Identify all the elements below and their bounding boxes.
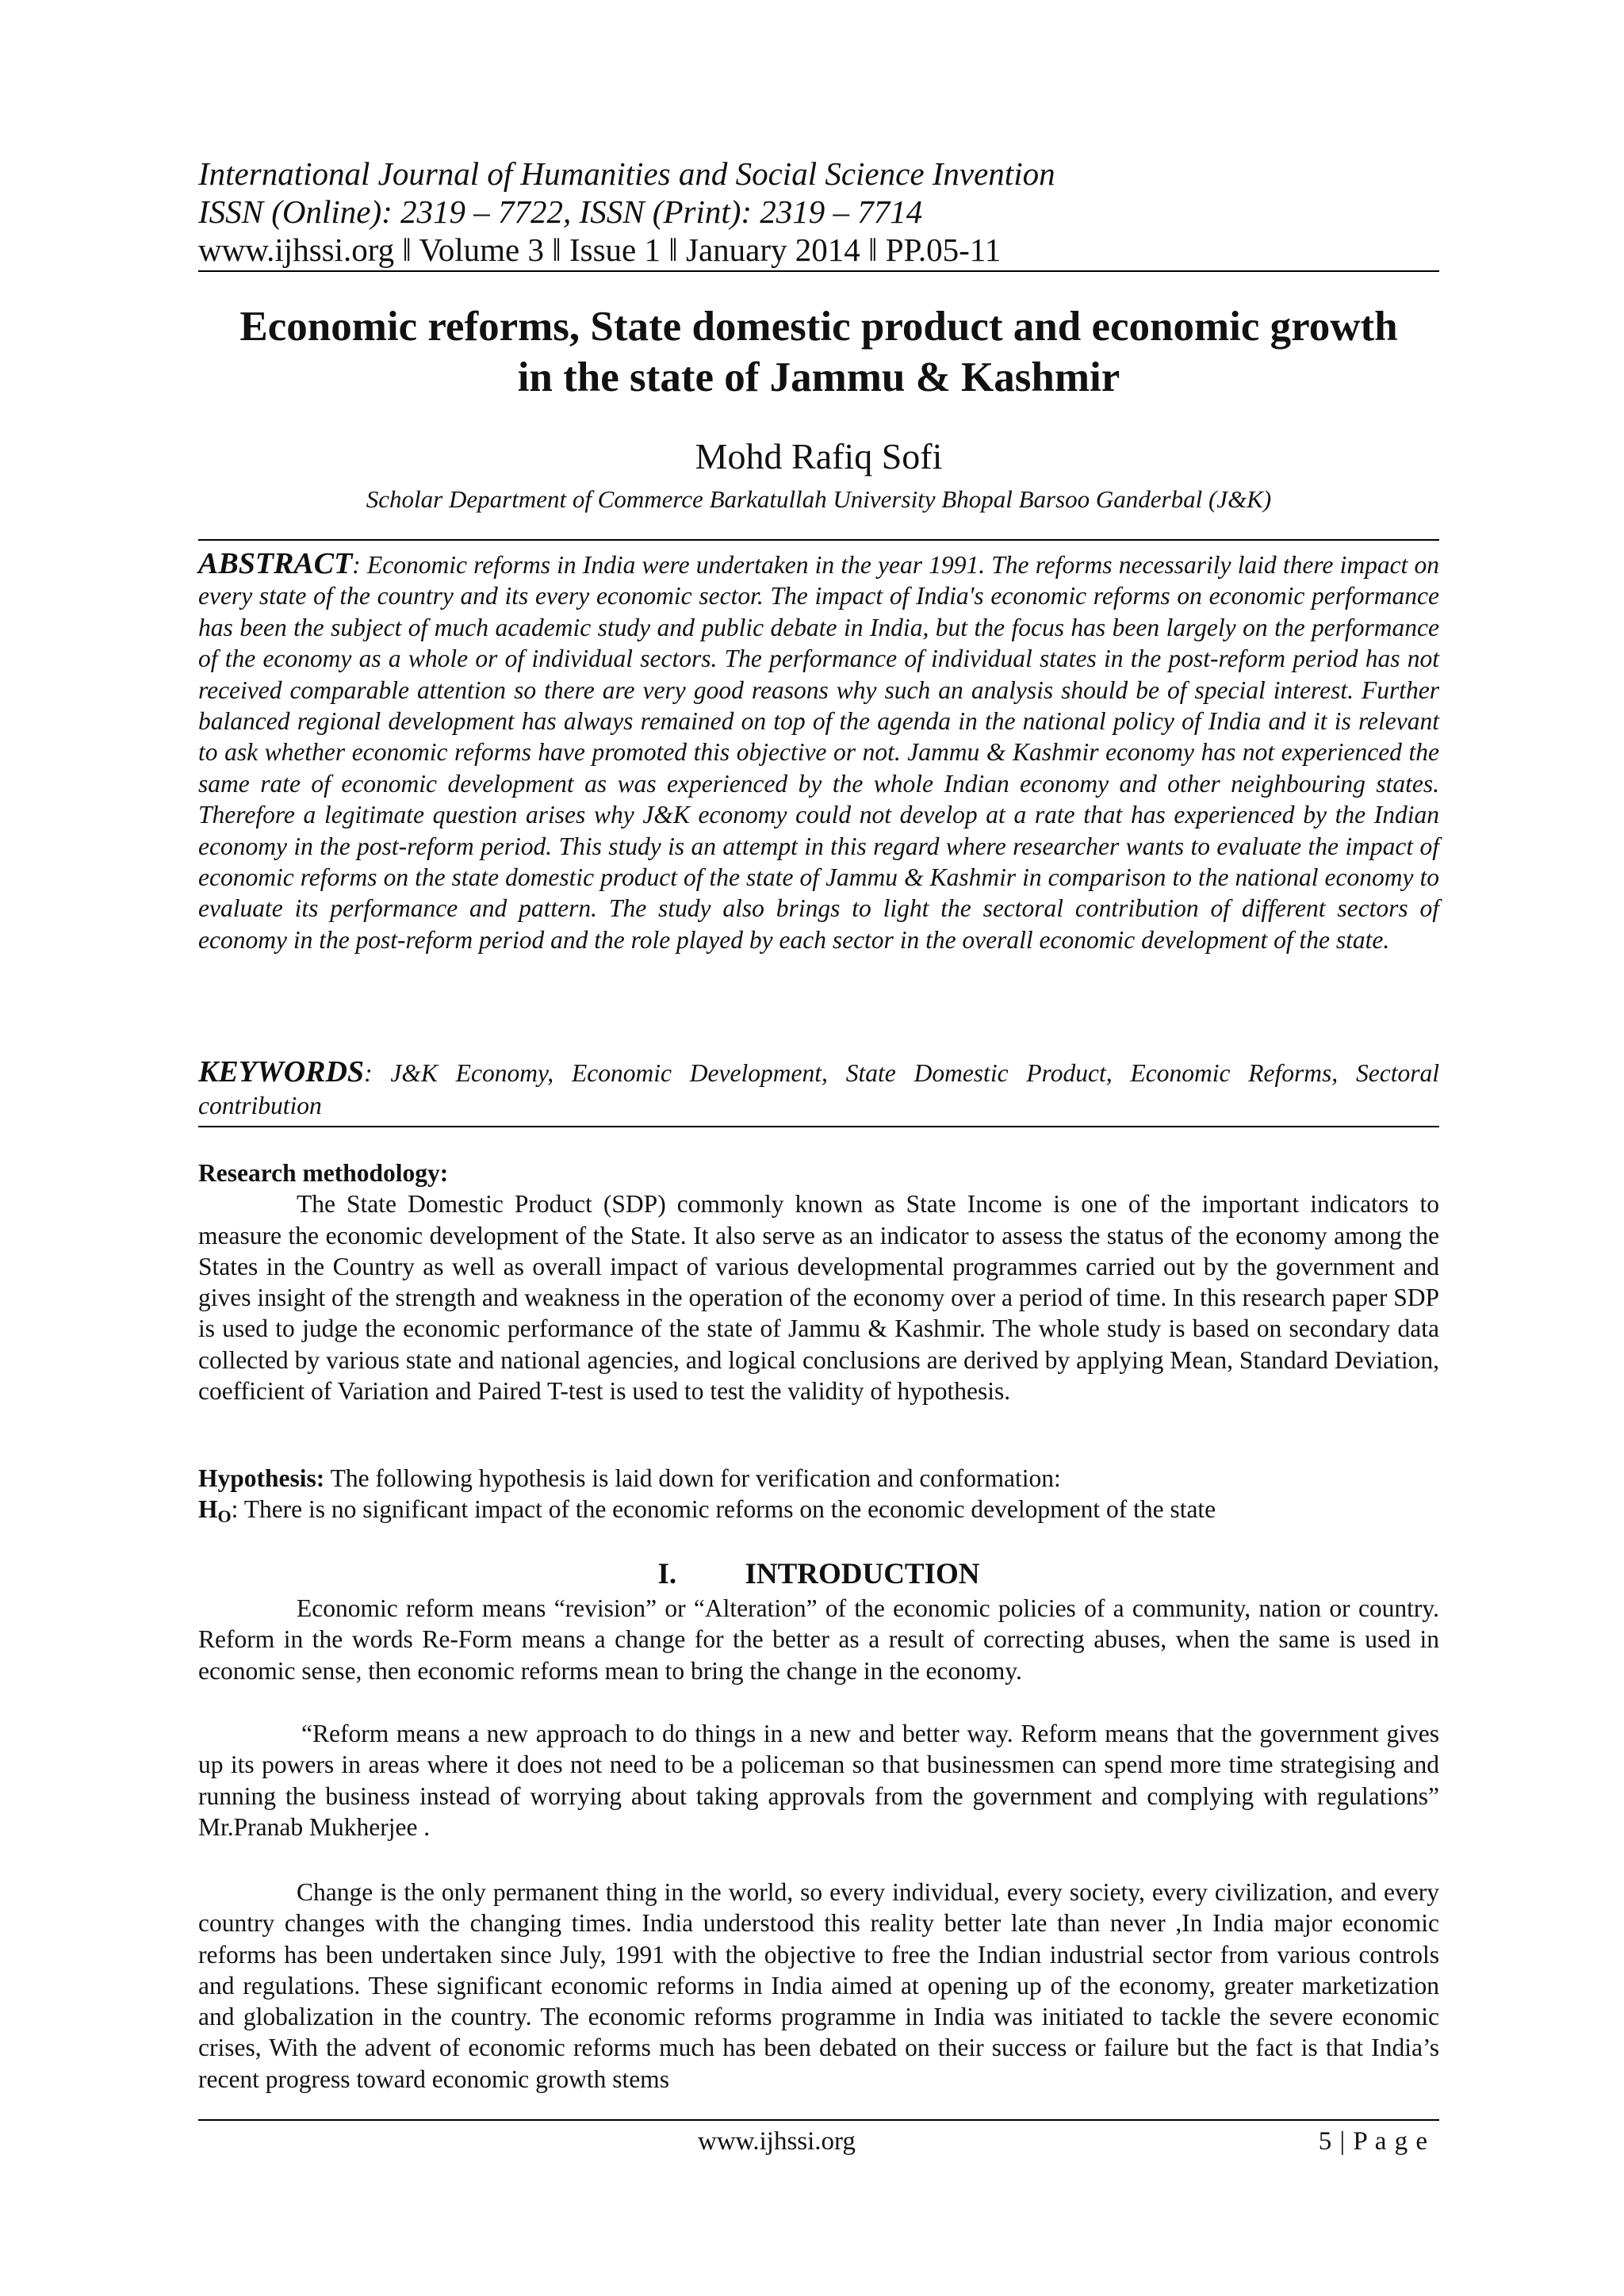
journal-issue-line: www.ijhssi.org ǁ Volume 3 ǁ Issue 1 ǁ January 2014 ǁ PP.05-11 — [198, 232, 1002, 268]
abstract-heading: ABSTRACT — [198, 547, 353, 580]
abstract-text: : Economic reforms in India were undertaken in the year 1991. The reforms necessarily laid there impact on every state of the country and its every economic sector. The impact of India's economic reforms on economic performance has been the subject of much academic study and public debate in India, but the focus has been largely on the performance of the economy as a whole or of individual sectors. The performance of individual states in the post-reform period has not received comparable attention so there are very good reasons why such an analysis should be of special interest. Further balanced regional development has always remained on top of the agenda in the national policy of India and it is relevant to ask whether economic reforms have promoted this objective or not. Jammu & Kashmir economy has not experienced the same rate of economic development as was experienced by the whole Indian economy and other neighbouring states. Therefore a legitimate question arises why J&K economy could not develop at a rate that has experienced by the Indian economy in the post-reform period. This study is an attempt in this regard where researcher wants to evaluate the impact of economic reforms on the state domestic product of the state of Jammu & Kashmir in comparison to the national economy to evaluate its performance and pattern. The study also brings to light the sectoral contribution of different sectors of economy in the post-reform period and the role played by each sector in the overall economic development of the state. — [198, 551, 1439, 954]
introduction-quote: “Reform means a new approach to do things in a new and better way. Reform means that the government gives up its powers in areas where it does not need to be a policeman so that businessmen can spend more time strategising and running the business instead of worrying about taking approvals from the government and complying with regulations” Mr.Pranab Mukherjee . — [198, 1720, 1439, 1841]
footer-divider — [198, 2119, 1439, 2121]
keywords — [198, 1056, 1439, 1122]
abstract — [198, 549, 1439, 955]
methodology-heading: Research methodology: — [198, 1159, 449, 1187]
title-line-1: Economic reforms, State domestic product and economic growth — [239, 304, 1398, 350]
methodology-section — [198, 1158, 1439, 1406]
hypothesis-heading: Hypothesis: — [198, 1464, 325, 1492]
journal-issn: ISSN (Online): 2319 – 7722, ISSN (Print): 2319 – 7714 — [198, 193, 923, 230]
keywords-heading: KEYWORDS — [198, 1055, 365, 1089]
introduction-heading — [198, 1556, 1439, 1593]
author-affiliation: Scholar Department of Commerce Barkatullah University Bhopal Barsoo Ganderbal (J&K) — [366, 485, 1272, 513]
abstract-divider — [198, 539, 1439, 541]
title-line-2: in the state of Jammu & Kashmir — [517, 354, 1120, 400]
author-name: Mohd Rafiq Sofi — [695, 436, 943, 476]
journal-header — [198, 155, 1439, 269]
null-hypothesis-line — [198, 1494, 1439, 1525]
header-divider — [198, 270, 1439, 272]
null-hypothesis-text: : There is no significant impact of the economic reforms on the economic development of the state — [231, 1495, 1216, 1524]
article-title — [198, 301, 1439, 403]
section-title: INTRODUCTION — [745, 1558, 980, 1590]
footer-page-number: 5 | P a g e — [1318, 2127, 1428, 2156]
keywords-divider — [198, 1126, 1439, 1127]
hypothesis-section — [198, 1463, 1439, 1525]
hypothesis-text: The following hypothesis is laid down for verification and conformation: — [324, 1464, 1061, 1492]
methodology-text: The State Domestic Product (SDP) commonly known as State Income is one of the important indicators to measure the economic development of the State. It also serve as an indicator to assess the status of the economy among the States in the Country as well as overall impact of various developmental programmes carried out by the government and gives insight of the strength and weakness in the operation of the economy over a period of time. In this research paper SDP is used to judge the economic performance of the state of Jammu & Kashmir. The whole study is based on secondary data collected by various state and national agencies, and logical conclusions are derived by applying Mean, Standard Deviation, coefficient of Variation and Paired T-test is used to test the validity of hypothesis. — [198, 1190, 1439, 1406]
footer-website: www.ijhssi.org — [698, 2127, 856, 2156]
journal-name: International Journal of Humanities and Social Science Invention — [198, 155, 1055, 192]
introduction-paragraph-3: Change is the only permanent thing in the world, so every individual, every society, every civilization, and every country changes with the changing times. India understood this reality better late than never ,In India major economic reforms has been undertaken since July, 1991 with the objective to free the Indian industrial sector from various controls and regulations. These significant economic reforms in India aimed at opening up of the economy, greater marketization and globalization in the country. The economic reforms programme in India was initiated to tackle the severe economic crises, With the advent of economic reforms much has been debated on their success or failure but the fact is that India’s recent progress toward economic growth stems — [198, 1878, 1439, 2093]
keywords-text: : J&K Economy, Economic Development, State Domestic Product, Economic Reforms, Sectoral contribution — [198, 1059, 1439, 1119]
section-number: I. — [657, 1558, 677, 1590]
introduction-paragraph-1: Economic reform means “revision” or “Alteration” of the economic policies of a community, nation or country. Reform in the words Re-Form means a change for the better as a result of correcting abuses, when the same is used in economic sense, then economic reforms mean to bring the change in the economy. — [198, 1594, 1439, 1685]
h0-symbol: $H_O$ — [198, 1495, 232, 1527]
hypothesis-line — [198, 1463, 1439, 1494]
